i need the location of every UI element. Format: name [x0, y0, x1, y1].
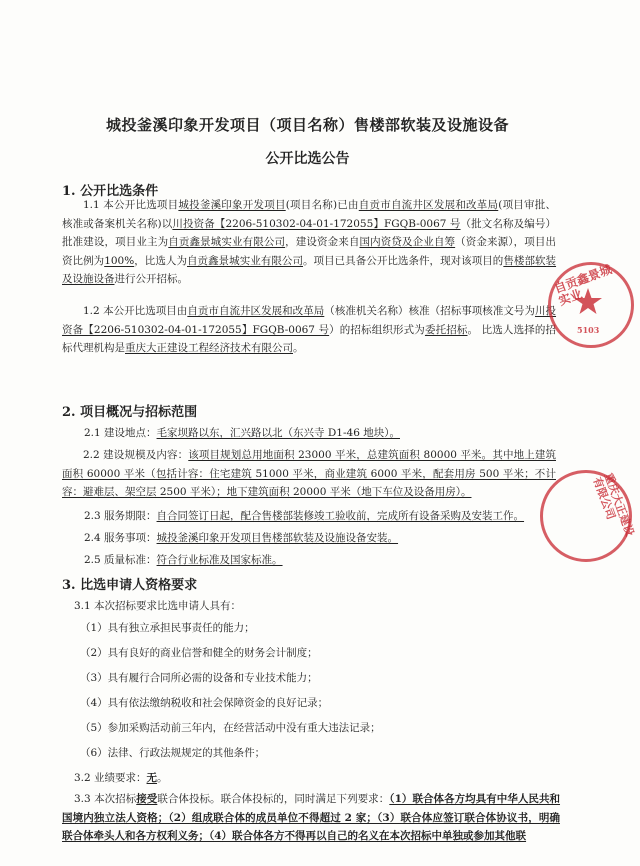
text-run: (项目审批、核准或备案机关名称)以: [62, 199, 556, 230]
joint-bid-accepted: 接受: [136, 793, 158, 805]
field-label: 3.2 业绩要求：: [74, 772, 147, 784]
field-label: 2.5 质量标准：: [84, 554, 157, 566]
qualification-item-3: （3）具有履行合同所必需的设备和专业技术能力；: [80, 672, 318, 684]
funding-source: 国内资贷及企业自筹: [359, 236, 456, 248]
construction-site-line: [84, 425, 400, 440]
qualification-item-6: （6）法律、行政法规规定的其他条件；: [80, 747, 266, 759]
text-run: 1.2 本公开比选项目由: [83, 305, 188, 317]
project-name: 城投釜溪印象开发项目: [178, 199, 286, 211]
text-run: 1.1 本公开比选项目: [83, 199, 179, 211]
text-run: 。: [293, 342, 304, 354]
text-run: 进行公开招标。: [114, 273, 188, 285]
construction-scale-paragraph: [62, 446, 556, 502]
agency-name: 重庆大正建设工程经济技术有限公司: [125, 342, 293, 354]
seal-text: 重庆大正建设有限公司: [590, 471, 637, 538]
agency-seal-stamp: [540, 470, 637, 562]
field-label: 2.3 服务期限：: [84, 510, 157, 522]
approval-authority: 自贡市自流井区发展和改革局: [187, 305, 325, 317]
joint-bid-requirements: （1）联合体各方均具有中华人民共和国境内独立法人资格；（2）组成联合体的成员单位不得超过 2 家；（3）联合体应签订联合体协议书，明确联合体牵头人和各方权利义务；（4）联合体各方不得再以自己的名义在本次招标中单独或参加其他联: [62, 793, 561, 842]
field-label: 2.4 服务事项：: [84, 532, 157, 544]
organization-form: 委托招标: [424, 323, 468, 336]
text-run: ，比选人为: [134, 254, 187, 267]
text-run: （资金来源），项目出资比例为: [62, 236, 556, 267]
joint-bid-paragraph: [62, 790, 560, 846]
construction-scale: 该项目规划总用地面积 23000 平米，总建筑面积 80000 平米。其中地上建筑面积 60000 平米（包括计容：住宅建筑 51000 平米，商业建筑 6000 平米，配套用房 500 平米；不计容：避难层、架空层 2500 平米）；地下建筑面积 20000 平米（地下车位及设备用房）。: [62, 449, 556, 498]
qualification-item-5: （5）参加采购活动前三年内，在经营活动中没有重大违法记录；: [80, 722, 381, 734]
selector-name: 自贡鑫景城实业有限公司: [187, 254, 303, 267]
document-title: 城投釜溪印象开发项目（项目名称）售楼部软装及设施设备: [105, 116, 509, 134]
service-items: 城投釜溪印象开发项目售楼部软装及设施设备安装。: [156, 532, 399, 544]
text-run: ）的招标组织形式为: [329, 323, 425, 336]
service-period-line: [84, 508, 524, 523]
approval-authority: 自贡市自流井区发展和改革局: [358, 199, 499, 211]
tender-scope: 售楼部软装及设施设备: [62, 254, 557, 285]
document-subtitle: 公开比选公告: [265, 151, 350, 167]
text-run: 3.3 本次招标: [74, 793, 137, 805]
qualification-item-4: （4）具有依法缴纳税收和社会保障资金的良好记录；: [80, 697, 329, 709]
text-run: 联合体投标。联合体投标的，同时满足下列要求：: [157, 793, 390, 805]
service-items-line: [84, 530, 398, 545]
quality-standard: 符合行业标准及国家标准。: [156, 554, 283, 566]
performance-requirement-line: [74, 770, 168, 785]
section-1-heading: 1. 公开比选条件: [62, 184, 159, 199]
text-run: 。项目已具备公开比选条件，现对该项目的: [303, 254, 504, 267]
project-owner: 自贡鑫景城实业有限公司: [168, 236, 286, 248]
text-run: ，建设资金来自: [285, 236, 360, 248]
approval-number: 川投资备【2206-510302-04-01-172055】FGQB-0067 号: [62, 305, 557, 336]
section-3-heading: 3. 比选申请人资格要求: [62, 578, 198, 593]
qualification-item-2: （2）具有良好的商业信誉和健全的财务会计制度；: [80, 647, 318, 659]
qualification-intro: 3.1 本次招标要求比选申请人具有：: [74, 600, 242, 612]
field-label: 2.2 建设规模及内容：: [83, 449, 189, 461]
text-run: （批文名称及编号）批准建设，项目业主为: [62, 217, 556, 248]
text-run: (项目名称)已由: [285, 199, 359, 211]
seal-text: 自贡鑫景城实业: [552, 262, 614, 309]
text-run: 。: [157, 772, 168, 784]
text-run: 。 比选人选择的招标代理机构是: [62, 323, 557, 354]
section-2-heading: 2. 项目概况与招标范围: [62, 405, 198, 420]
funding-ratio: 100%: [104, 254, 135, 267]
service-period: 自合同签订日起，配合售楼部装修竣工验收前，完成所有设备采购及安装工作。: [156, 510, 525, 522]
seal-number: 5103: [577, 325, 600, 335]
field-label: 2.1 建设地点：: [84, 427, 157, 439]
qualification-item-1: （1）具有独立承担民事责任的能力；: [80, 622, 255, 634]
performance-requirement: 无: [146, 772, 158, 784]
construction-site: 毛家坝路以东，汇兴路以北（东兴寺 D1-46 地块）。: [156, 427, 400, 439]
quality-standard-line: [84, 552, 283, 567]
section-1-2-paragraph: [62, 302, 556, 358]
approval-number: 川投资备【2206-510302-04-01-172055】FGQB-0067 号: [172, 217, 461, 230]
section-1-1-paragraph: [62, 196, 556, 289]
company-seal-stamp: [548, 262, 634, 348]
text-run: （核准机关名称）核准（招标事项核准文号为: [324, 305, 535, 317]
